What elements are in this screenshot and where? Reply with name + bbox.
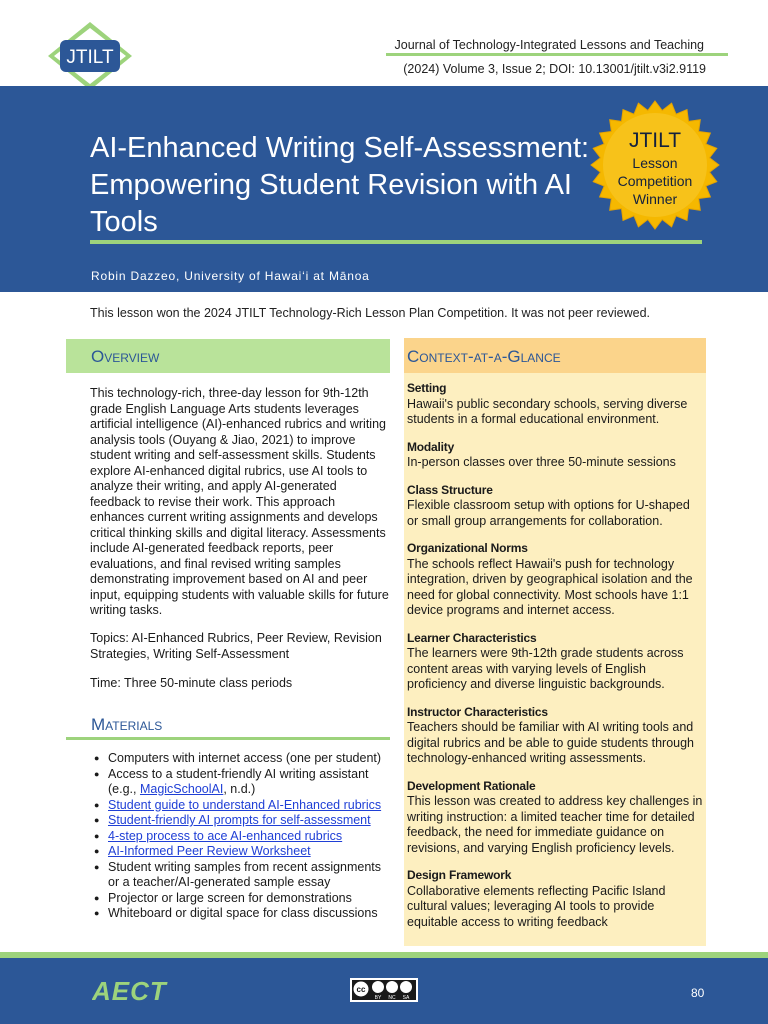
ai-prompts-link[interactable]: Student-friendly AI prompts for self-assessment [108,813,371,827]
page-number: 80 [691,986,705,1000]
student-guide-link[interactable]: Student guide to understand AI-Enhanced rubrics [108,797,382,812]
title-rule [90,240,702,244]
four-step-process-link[interactable]: 4-step process to ace AI-enhanced rubrics [108,828,343,843]
journal-rule [386,53,728,56]
materials-item [90,751,390,767]
materials-item-text: Projector or large screen for demonstrations [108,890,352,905]
journal-name: Journal of Technology-Integrated Lessons and Teaching [394,38,704,52]
journal-issue-line: (2024) Volume 3, Issue 2; DOI: 10.13001/jtilt.v3i2.9119 [403,62,706,76]
context-label-development-rationale: Development Rationale [407,778,536,793]
context-label-modality: Modality [407,439,455,454]
materials-item-text: Access to a student-friendly AI writing assistant (e.g., [108,766,369,796]
cc-nc-label: NC [388,995,396,1001]
materials-item [90,844,390,860]
materials-item [90,798,390,814]
badge-line-winner: Winner [632,191,678,207]
context-text-design-framework: Collaborative elements reflecting Pacific Island cultural values; leveraging AI tools to provide equitable access to writing feedback [407,883,666,929]
context-label-organizational-norms: Organizational Norms [407,541,528,555]
context-text-organizational-norms: The schools reflect Hawaii's push for technology integration, driven by geographical isolation and the need for global connectivity. Most schools have 1:1 device programs and internet access. [407,556,693,617]
context-label-design-framework: Design Framework [407,868,512,882]
cc-sa-label: SA [402,995,410,1001]
aect-logo-text: AECT [92,978,167,1004]
context-text-setting: Hawaii's public secondary schools, serving diverse students in a formal educational environment. [407,396,688,426]
overview-heading: Overview [91,347,160,366]
context-text-instructor-characteristics: Teachers should be familiar with AI writing tools and digital rubrics and be able to guide students through technology-enhanced writing assessments. [407,720,694,765]
context-text-modality: In-person classes over three 50-minute sessions [407,455,676,469]
overview-time: Time: Three 50-minute class periods [90,676,293,690]
materials-item [90,767,390,798]
svg-text:cc: cc [356,985,366,994]
winner-seal-icon [590,100,720,230]
jtilt-logo-icon [46,20,134,92]
context-label-learner-characteristics: Learner Characteristics [407,630,537,645]
materials-item-text: Whiteboard or digital space for class discussions [108,906,378,920]
context-text-development-rationale: This lesson was created to address key challenges in writing instruction: a limited teacher time for detailed feedback, the need for immediate guidance on revisions, and varying English proficiency levels. [407,794,703,855]
materials-item-text: , n.d.) [223,782,256,796]
materials-item [90,860,390,891]
author-line: Robin Dazzeo, University of Hawai‘i at Mānoa [91,269,370,283]
materials-item-text: Student writing samples from recent assignments or a teacher/AI-generated sample essay [108,859,382,889]
materials-heading: Materials [91,715,163,734]
creative-commons-icon [350,978,418,1002]
materials-item [90,829,390,845]
badge-title: JTILT [628,129,682,152]
badge-line-lesson: Lesson [632,155,678,171]
magicschoolai-link[interactable]: MagicSchoolAI [139,782,224,796]
context-text-class-structure: Flexible classroom setup with options for U-shaped or small group arrangements for collaboration. [407,498,690,528]
materials-list [90,751,390,922]
logo-text: JTILT [66,47,114,68]
competition-notice: This lesson won the 2024 JTILT Technology-Rich Lesson Plan Competition. It was not peer reviewed. [90,306,651,320]
aect-logo-icon [92,978,202,1004]
context-heading: Context-at-a-Glance [407,347,561,366]
overview-body: This technology-rich, three-day lesson for 9th-12th grade English Language Arts students leverages artificial intelligence (AI)-enhanced rubrics and writing analysis tools (Ouyang & Jiao, 2021) to improve student writing and self-assessment skills. Students explore AI-enhanced digital rubrics, use AI tools to analyze their writing, and apply AI-generated feedback to revise their work. This approach enhances current writing assignments and develops critical thinking skills and digital literacy. Assessments include AI-generated feedback reports, peer evaluations, and final revised writing samples demonstrating improvement based on AI and peer input, equipping students with valuable skills for future writing tasks. [90,386,389,617]
materials-item-text: Computers with internet access (one per student) [108,751,382,765]
badge-line-competition: Competition [617,173,693,189]
materials-item [90,891,390,907]
materials-item [90,906,390,922]
overview-topics: Topics: AI-Enhanced Rubrics, Peer Review, Revision Strategies, Writing Self-Assessment [90,631,382,661]
peer-review-worksheet-link[interactable]: AI-Informed Peer Review Worksheet [108,844,311,858]
context-label-setting: Setting [407,381,447,395]
context-label-instructor-characteristics: Instructor Characteristics [407,704,548,719]
materials-item [90,813,390,829]
materials-rule [66,737,390,740]
context-items [407,381,703,930]
context-text-learner-characteristics: The learners were 9th-12th grade students across content areas with varying levels of English proficiency and diverse linguistic backgrounds. [407,646,684,691]
cc-by-label: BY [374,995,382,1001]
context-label-class-structure: Class Structure [407,482,493,497]
article-title: AI-Enhanced Writing Self-Assessment: Empowering Student Revision with AI Tools [90,132,590,238]
